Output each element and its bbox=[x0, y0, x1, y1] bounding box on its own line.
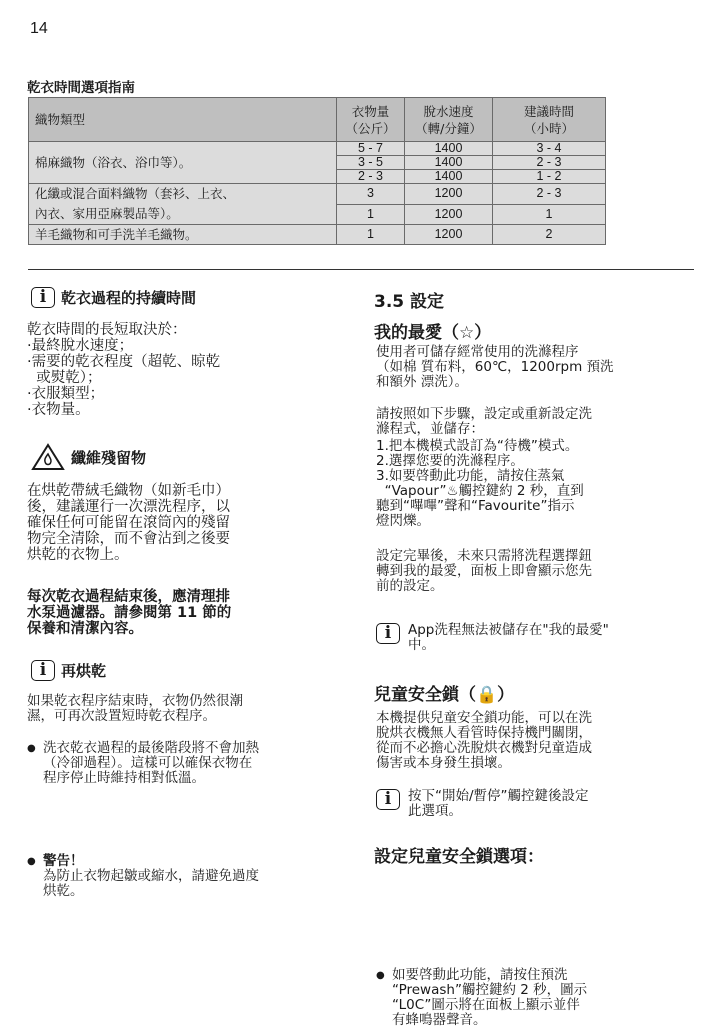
list-item: ·衣物量。 bbox=[27, 402, 90, 418]
text-line: 如果乾衣程序結束時，衣物仍然很潮 bbox=[27, 693, 243, 709]
cooling-bullet bbox=[27, 741, 337, 786]
spin-cell: 1400 bbox=[405, 142, 493, 156]
child-lock-options-title: 設定兒童安全鎖選項： bbox=[374, 847, 544, 867]
info-icon: i bbox=[31, 287, 55, 308]
text-line: 傷害或本身發生損壞。 bbox=[376, 755, 511, 771]
text-line: （冷卻過程）。這樣可以確保衣物在 bbox=[43, 755, 253, 771]
text-line: 中。 bbox=[408, 637, 435, 653]
text-line: ● 如要啓動此功能，請按住預洗 bbox=[392, 967, 568, 983]
re-dry-body bbox=[27, 694, 337, 724]
info-icon: i bbox=[376, 789, 400, 810]
fabric-type-line: 內衣、家用亞麻製品等）。 bbox=[35, 206, 179, 221]
child-lock-title bbox=[374, 680, 514, 705]
child-lock-title-text: 兒童安全鎖（🔒） bbox=[374, 685, 515, 705]
list-item: 1.把本機模式設訂為“待機”模式。 bbox=[376, 438, 579, 454]
load-cell: 2 - 3 bbox=[337, 170, 405, 184]
fiber-residue-body bbox=[27, 483, 327, 563]
my-favourite-body bbox=[376, 345, 676, 390]
text-line: 每次乾衣過程結束後，應清理排 bbox=[27, 589, 230, 605]
text-line: 從而不必擔心洗脫烘衣機對兒童造成 bbox=[376, 740, 592, 756]
table-row bbox=[29, 142, 606, 156]
child-lock-body bbox=[376, 711, 676, 771]
text-line: 設定完畢後，未來只需將洗程選擇鈕 bbox=[376, 548, 592, 564]
list-item: ·需要的乾衣程度（超乾、晾乾 bbox=[27, 354, 221, 370]
table-title: 乾衣時間選項指南 bbox=[27, 80, 135, 96]
header-recommended-time: 建議時間 （小時） bbox=[493, 98, 606, 142]
fiber-residue-heading bbox=[31, 443, 146, 471]
spin-cell: 1400 bbox=[405, 170, 493, 184]
load-cell: 5 - 7 bbox=[337, 142, 405, 156]
text-line: 前的設定。 bbox=[376, 578, 444, 594]
text-line: 按下“開始/暫停”觸控鍵後設定 bbox=[408, 788, 589, 804]
load-cell: 1 bbox=[337, 225, 405, 245]
text-line: 滌程式，並儲存： bbox=[376, 421, 484, 437]
warning-title: ● 警告！ bbox=[43, 853, 84, 869]
page-number: 14 bbox=[30, 20, 48, 37]
text-line: App洗程無法被儲存在"我的最愛" bbox=[408, 622, 609, 638]
filter-cleaning-notice bbox=[27, 589, 327, 637]
load-cell: 3 - 5 bbox=[337, 156, 405, 170]
settings-section-title: 3.5 設定 bbox=[374, 292, 445, 312]
spin-cell: 1200 bbox=[405, 184, 493, 205]
text-line: 請按照如下步驟，設定或重新設定洗 bbox=[376, 406, 592, 422]
text-line: 使用者可儲存經常使用的洗滌程序 bbox=[376, 344, 579, 360]
text-line: 為防止衣物起皺或縮水，請避免過度 bbox=[43, 868, 259, 884]
fabric-type-cell bbox=[29, 184, 337, 225]
app-note-text bbox=[408, 623, 609, 653]
re-dry-title: 再烘乾 bbox=[61, 662, 107, 680]
text-line: （如棉 質布料，60℃，1200rpm 預洗 bbox=[376, 359, 614, 375]
child-lock-option-text bbox=[392, 968, 676, 1028]
fabric-type-line: 棉麻織物（浴衣、浴巾等）。 bbox=[35, 154, 192, 170]
text-line: 烘乾的衣物上。 bbox=[27, 547, 129, 563]
header-fabric-type: 織物類型 bbox=[29, 98, 337, 142]
table-row bbox=[29, 225, 606, 245]
info-icon: i bbox=[376, 623, 400, 644]
drying-duration-heading bbox=[31, 287, 196, 308]
list-item: ·衣服類型； bbox=[27, 386, 105, 402]
drying-duration-list bbox=[27, 338, 327, 418]
text-line: 程序停止時維持相對低溫。 bbox=[43, 770, 205, 786]
table-body bbox=[29, 142, 606, 245]
text-line: ● 洗衣乾衣過程的最後階段將不會加熱 bbox=[43, 740, 259, 756]
text-line: 在烘乾帶絨毛織物（如新毛巾） bbox=[27, 483, 230, 499]
list-item: 燈閃爍。 bbox=[376, 513, 430, 529]
steps-intro bbox=[376, 407, 676, 437]
text-line: 保養和清潔內容。 bbox=[27, 621, 143, 637]
text-line: 和額外 漂洗）。 bbox=[376, 374, 469, 390]
after-setting-body bbox=[376, 549, 676, 594]
text-line: 後，建議運行一次漂洗程序，以 bbox=[27, 499, 230, 515]
list-item: “Vapour”♨觸控鍵約 2 秒，直到 bbox=[376, 483, 584, 499]
time-cell: 1 - 2 bbox=[493, 170, 606, 184]
my-favourite-title: 我的最愛（☆） bbox=[374, 323, 492, 343]
spin-cell: 1200 bbox=[405, 204, 493, 225]
spin-cell: 1200 bbox=[405, 225, 493, 245]
text-line: 水泵過濾器。請參閱第 11 節的 bbox=[27, 605, 232, 621]
cooling-bullet-text bbox=[43, 741, 337, 786]
steps-list bbox=[376, 439, 676, 529]
warning-text bbox=[43, 869, 337, 899]
header-spin-speed: 脫水速度 （轉/分鐘） bbox=[405, 98, 493, 142]
text-line: “L0C”圖示將在面板上顯示並伴 bbox=[392, 997, 580, 1013]
time-cell: 2 - 3 bbox=[493, 184, 606, 205]
fabric-type-cell bbox=[29, 142, 337, 184]
fabric-type-line: 羊毛織物和可手洗羊毛織物。 bbox=[35, 226, 198, 242]
time-cell: 2 - 3 bbox=[493, 156, 606, 170]
app-note bbox=[376, 623, 676, 653]
time-cell: 2 bbox=[493, 225, 606, 245]
time-cell: 1 bbox=[493, 204, 606, 225]
text-line: 脫烘衣機無人看管時保持機門關閉， bbox=[376, 725, 592, 741]
child-lock-option-bullet bbox=[376, 968, 676, 1028]
text-line: 轉到我的最愛，面板上即會顯示您先 bbox=[376, 563, 592, 579]
list-item: 3.如要啓動此功能，請按住蒸氣 bbox=[376, 468, 565, 484]
list-item: 或熨乾）； bbox=[27, 370, 102, 386]
text-line: 本機提供兒童安全鎖功能，可以在洗 bbox=[376, 710, 592, 726]
list-item: ·最終脫水速度； bbox=[27, 338, 134, 354]
load-cell: 1 bbox=[337, 204, 405, 225]
drying-duration-intro: 乾衣時間的長短取決於： bbox=[27, 322, 187, 338]
fiber-residue-title: 纖維殘留物 bbox=[71, 448, 147, 467]
list-item: 2.選擇您要的洗滌程序。 bbox=[376, 453, 524, 469]
start-pause-note bbox=[376, 789, 676, 819]
warning-bullet bbox=[27, 854, 337, 899]
header-load: 衣物量 （公斤） bbox=[337, 98, 405, 142]
fabric-type-cell bbox=[29, 225, 337, 245]
drying-duration-body bbox=[27, 322, 327, 418]
text-line: 物完全清除，而不會沾到之後要 bbox=[27, 531, 230, 547]
time-cell: 3 - 4 bbox=[493, 142, 606, 156]
text-line: 有蜂鳴器聲音。 bbox=[392, 1012, 487, 1028]
table-row bbox=[29, 184, 606, 205]
drying-duration-title: 乾衣過程的持續時間 bbox=[61, 289, 197, 307]
fabric-type-line: 化纖或混合面料織物（套衫、上衣、 bbox=[35, 186, 236, 201]
warning-fire-icon bbox=[31, 443, 65, 471]
info-icon: i bbox=[31, 660, 55, 681]
text-line: 此選項。 bbox=[408, 803, 462, 819]
table-header-row bbox=[29, 98, 606, 142]
text-line: 濕，可再次設置短時乾衣程序。 bbox=[27, 708, 216, 724]
text-line: 確保任何可能留在滾筒內的殘留 bbox=[27, 515, 230, 531]
text-line: “Prewash”觸控鍵約 2 秒，圖示 bbox=[392, 982, 588, 998]
text-line: 烘乾。 bbox=[43, 883, 84, 899]
list-item: 聽到“嗶嗶”聲和“Favourite”指示 bbox=[376, 498, 575, 514]
section-divider bbox=[28, 269, 694, 270]
drying-time-table bbox=[28, 97, 606, 245]
start-pause-note-text bbox=[408, 789, 589, 819]
spin-cell: 1400 bbox=[405, 156, 493, 170]
load-cell: 3 bbox=[337, 184, 405, 205]
re-dry-heading bbox=[31, 660, 106, 681]
